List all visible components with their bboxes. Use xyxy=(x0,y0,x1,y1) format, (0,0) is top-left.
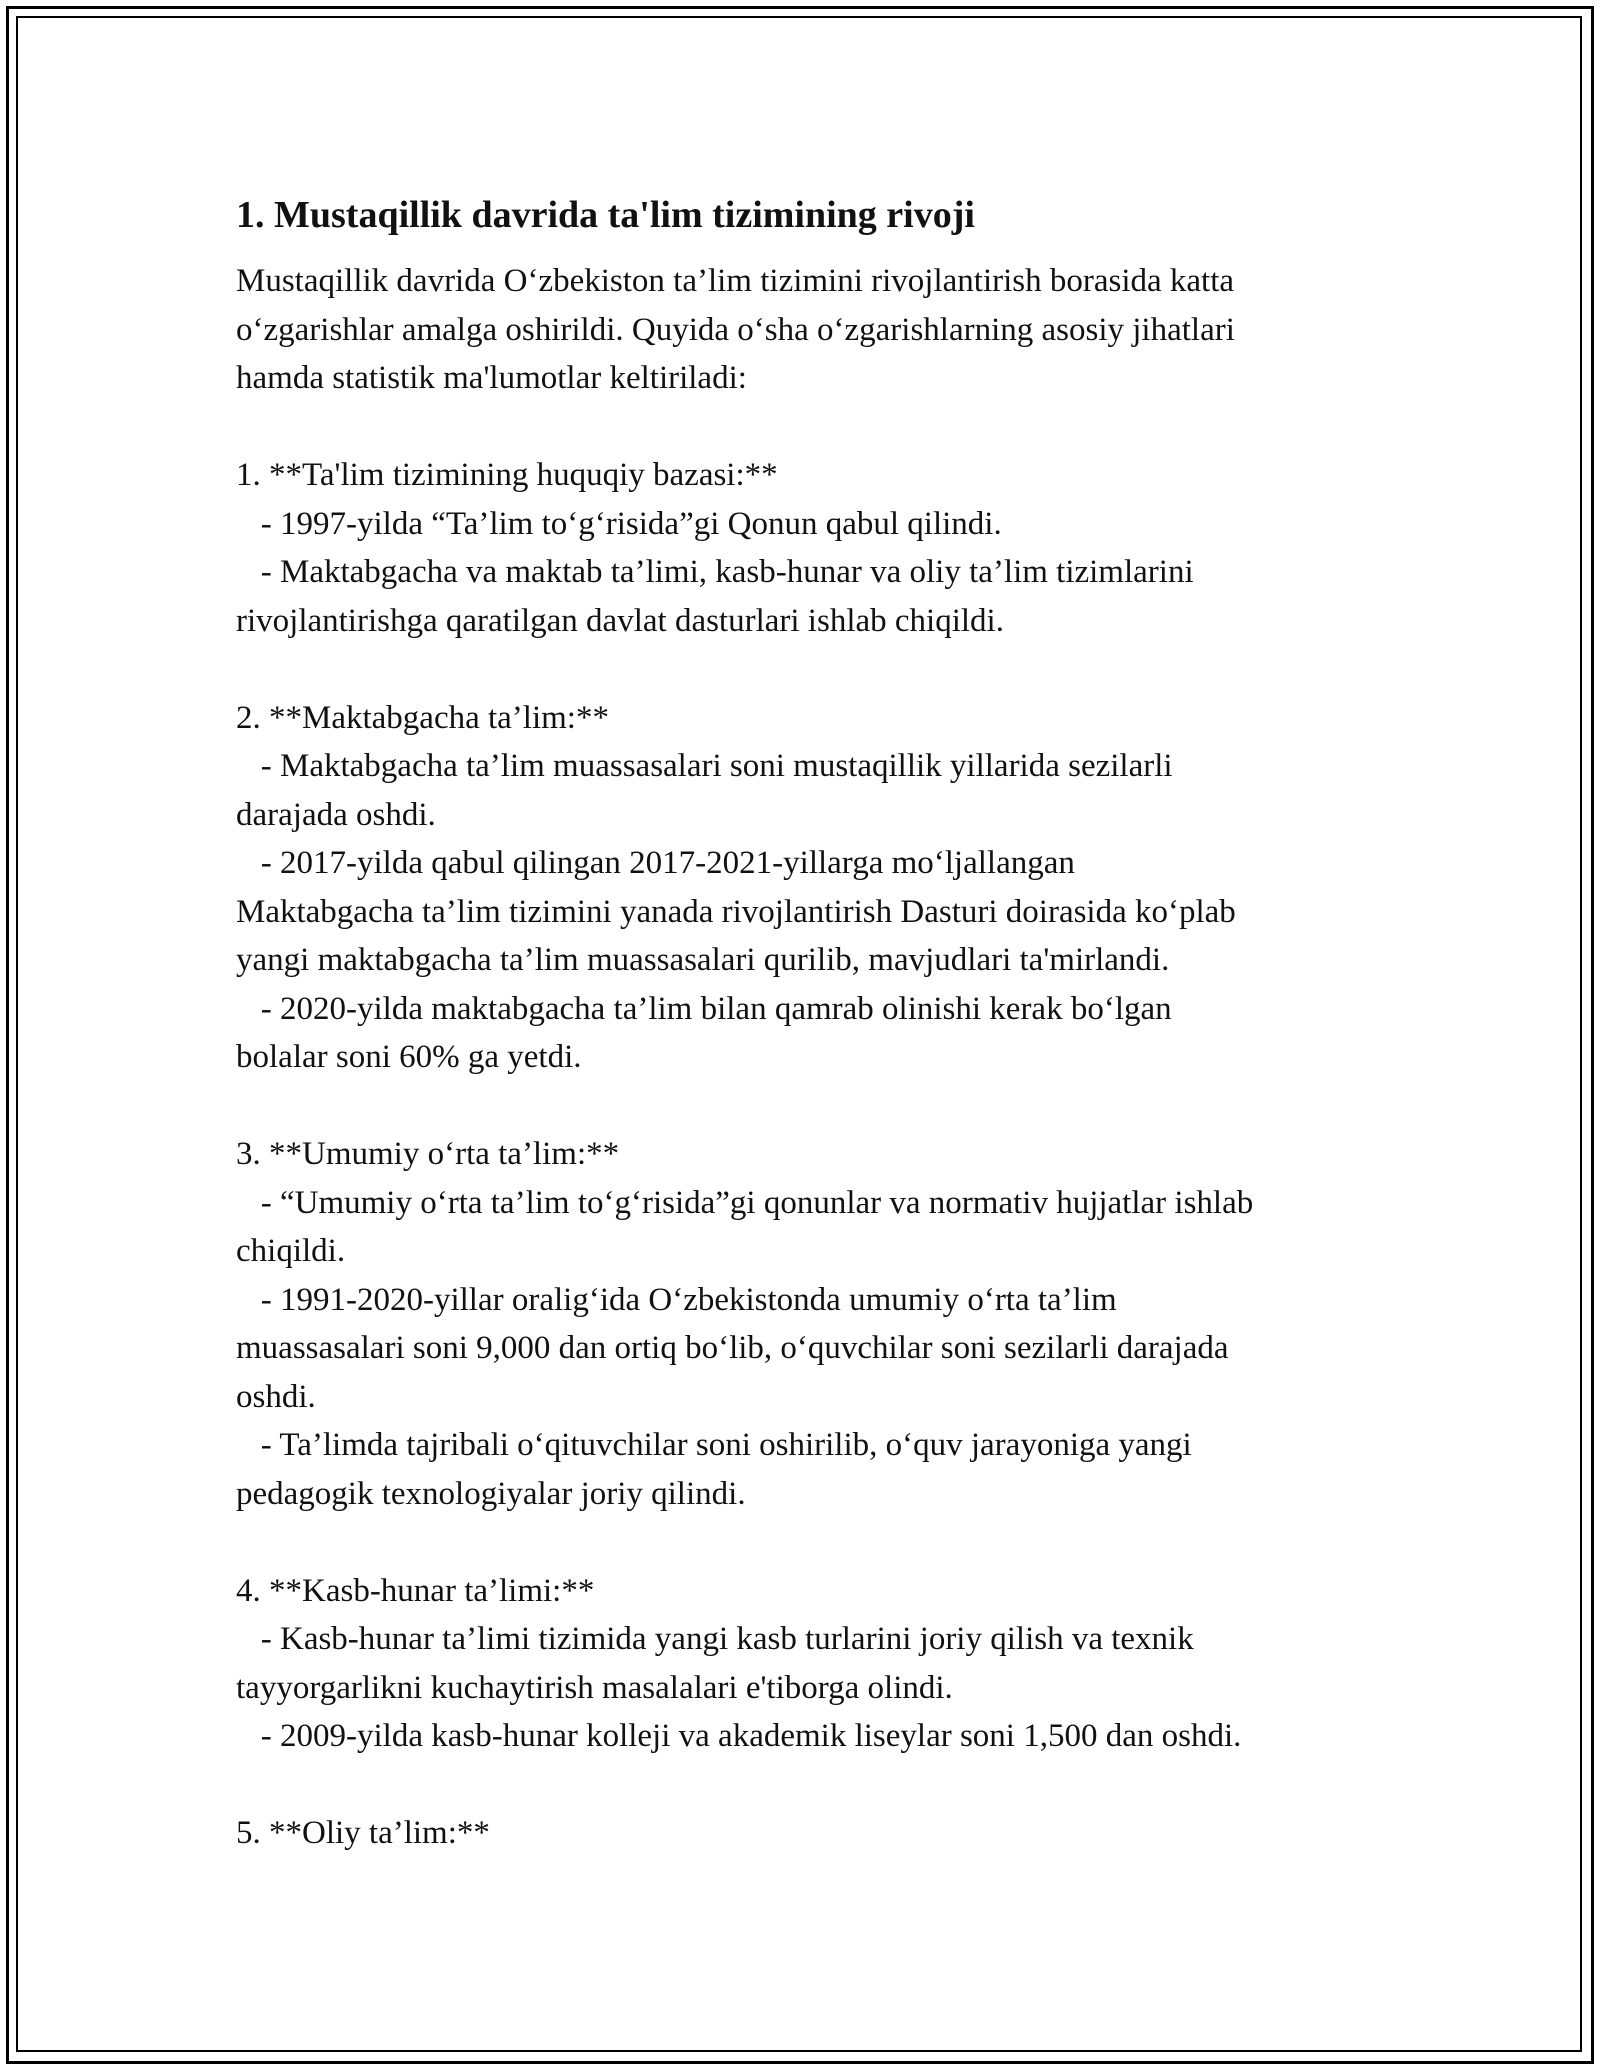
spacer xyxy=(236,403,1436,452)
section-2-item-1: - Maktabgacha ta’lim muassasalari soni mustaqillik yillarida sezilarli darajada oshdi. xyxy=(236,748,1173,833)
section-3-item-2: - 1991-2020-yillar oralig‘ida O‘zbekistonda umumiy o‘rta ta’lim muassasalari soni 9,000 dan ortiq bo‘lib, o‘quvchilar soni sezilarli darajada oshdi. xyxy=(236,1281,1229,1415)
section-4-item-1: - Kasb-hunar ta’limi tizimida yangi kasb turlarini joriy qilish va texnik tayyorgarlikni kuchaytirish masalalari e'tiborga olindi. xyxy=(236,1621,1194,1706)
spacer xyxy=(236,1518,1436,1567)
section-heading-1: 1. **Ta'lim tizimining huquqiy bazasi:** xyxy=(236,457,778,493)
document-body xyxy=(236,187,1436,1858)
section-heading-5: 5. **Oliy ta’lim:** xyxy=(236,1815,490,1851)
section-heading-3: 3. **Umumiy o‘rta ta’lim:** xyxy=(236,1136,620,1172)
section-2-item-3: - 2020-yilda maktabgacha ta’lim bilan qamrab olinishi kerak bo‘lgan bolalar soni 60% ga yetdi. xyxy=(236,990,1172,1075)
section-2-item-2: - 2017-yilda qabul qilingan 2017-2021-yillarga mo‘ljallangan Maktabgacha ta’lim tizimini yanada rivojlantirish Dasturi doirasida ko‘plab yangi maktabgacha ta’lim muassasalari qurilib, mavjudlari ta'mirlandi. xyxy=(236,845,1236,978)
section-heading-2: 2. **Maktabgacha ta’lim:** xyxy=(236,699,609,736)
section-heading-4: 4. **Kasb-hunar ta’limi:** xyxy=(236,1572,595,1609)
spacer xyxy=(236,1761,1436,1810)
spacer xyxy=(236,1082,1436,1131)
section-1-item-1: - 1997-yilda “Ta’lim to‘g‘risida”gi Qonun qabul qilindi. xyxy=(236,505,1002,542)
section-3-item-1: - “Umumiy o‘rta ta’lim to‘g‘risida”gi qonunlar va normativ hujjatlar ishlab chiqildi. xyxy=(236,1184,1254,1269)
section-3-item-3: - Ta’limda tajribali o‘qituvchilar soni oshirilib, o‘quv jarayoniga yangi pedagogik texnologiyalar joriy qilindi. xyxy=(236,1427,1192,1512)
spacer xyxy=(236,645,1436,694)
intro-paragraph: Mustaqillik davrida O‘zbekiston ta’lim tizimini rivojlantirish borasida katta o‘zgarishlar amalga oshirildi. Quyida o‘sha o‘zgarishlarning asosiy jihatlari hamda statistik ma'lumotlar keltiriladi: xyxy=(236,263,1235,396)
section-4-item-2: - 2009-yilda kasb-hunar kolleji va akademik liseylar soni 1,500 dan oshdi. xyxy=(236,1718,1242,1754)
document-title: 1. Mustaqillik davrida ta'lim tizimining rivoji xyxy=(236,194,975,236)
section-1-item-2: - Maktabgacha va maktab ta’limi, kasb-hunar va oliy ta’lim tizimlarini rivojlantirishga qaratilgan davlat dasturlari ishlab chiqildi. xyxy=(236,554,1194,639)
